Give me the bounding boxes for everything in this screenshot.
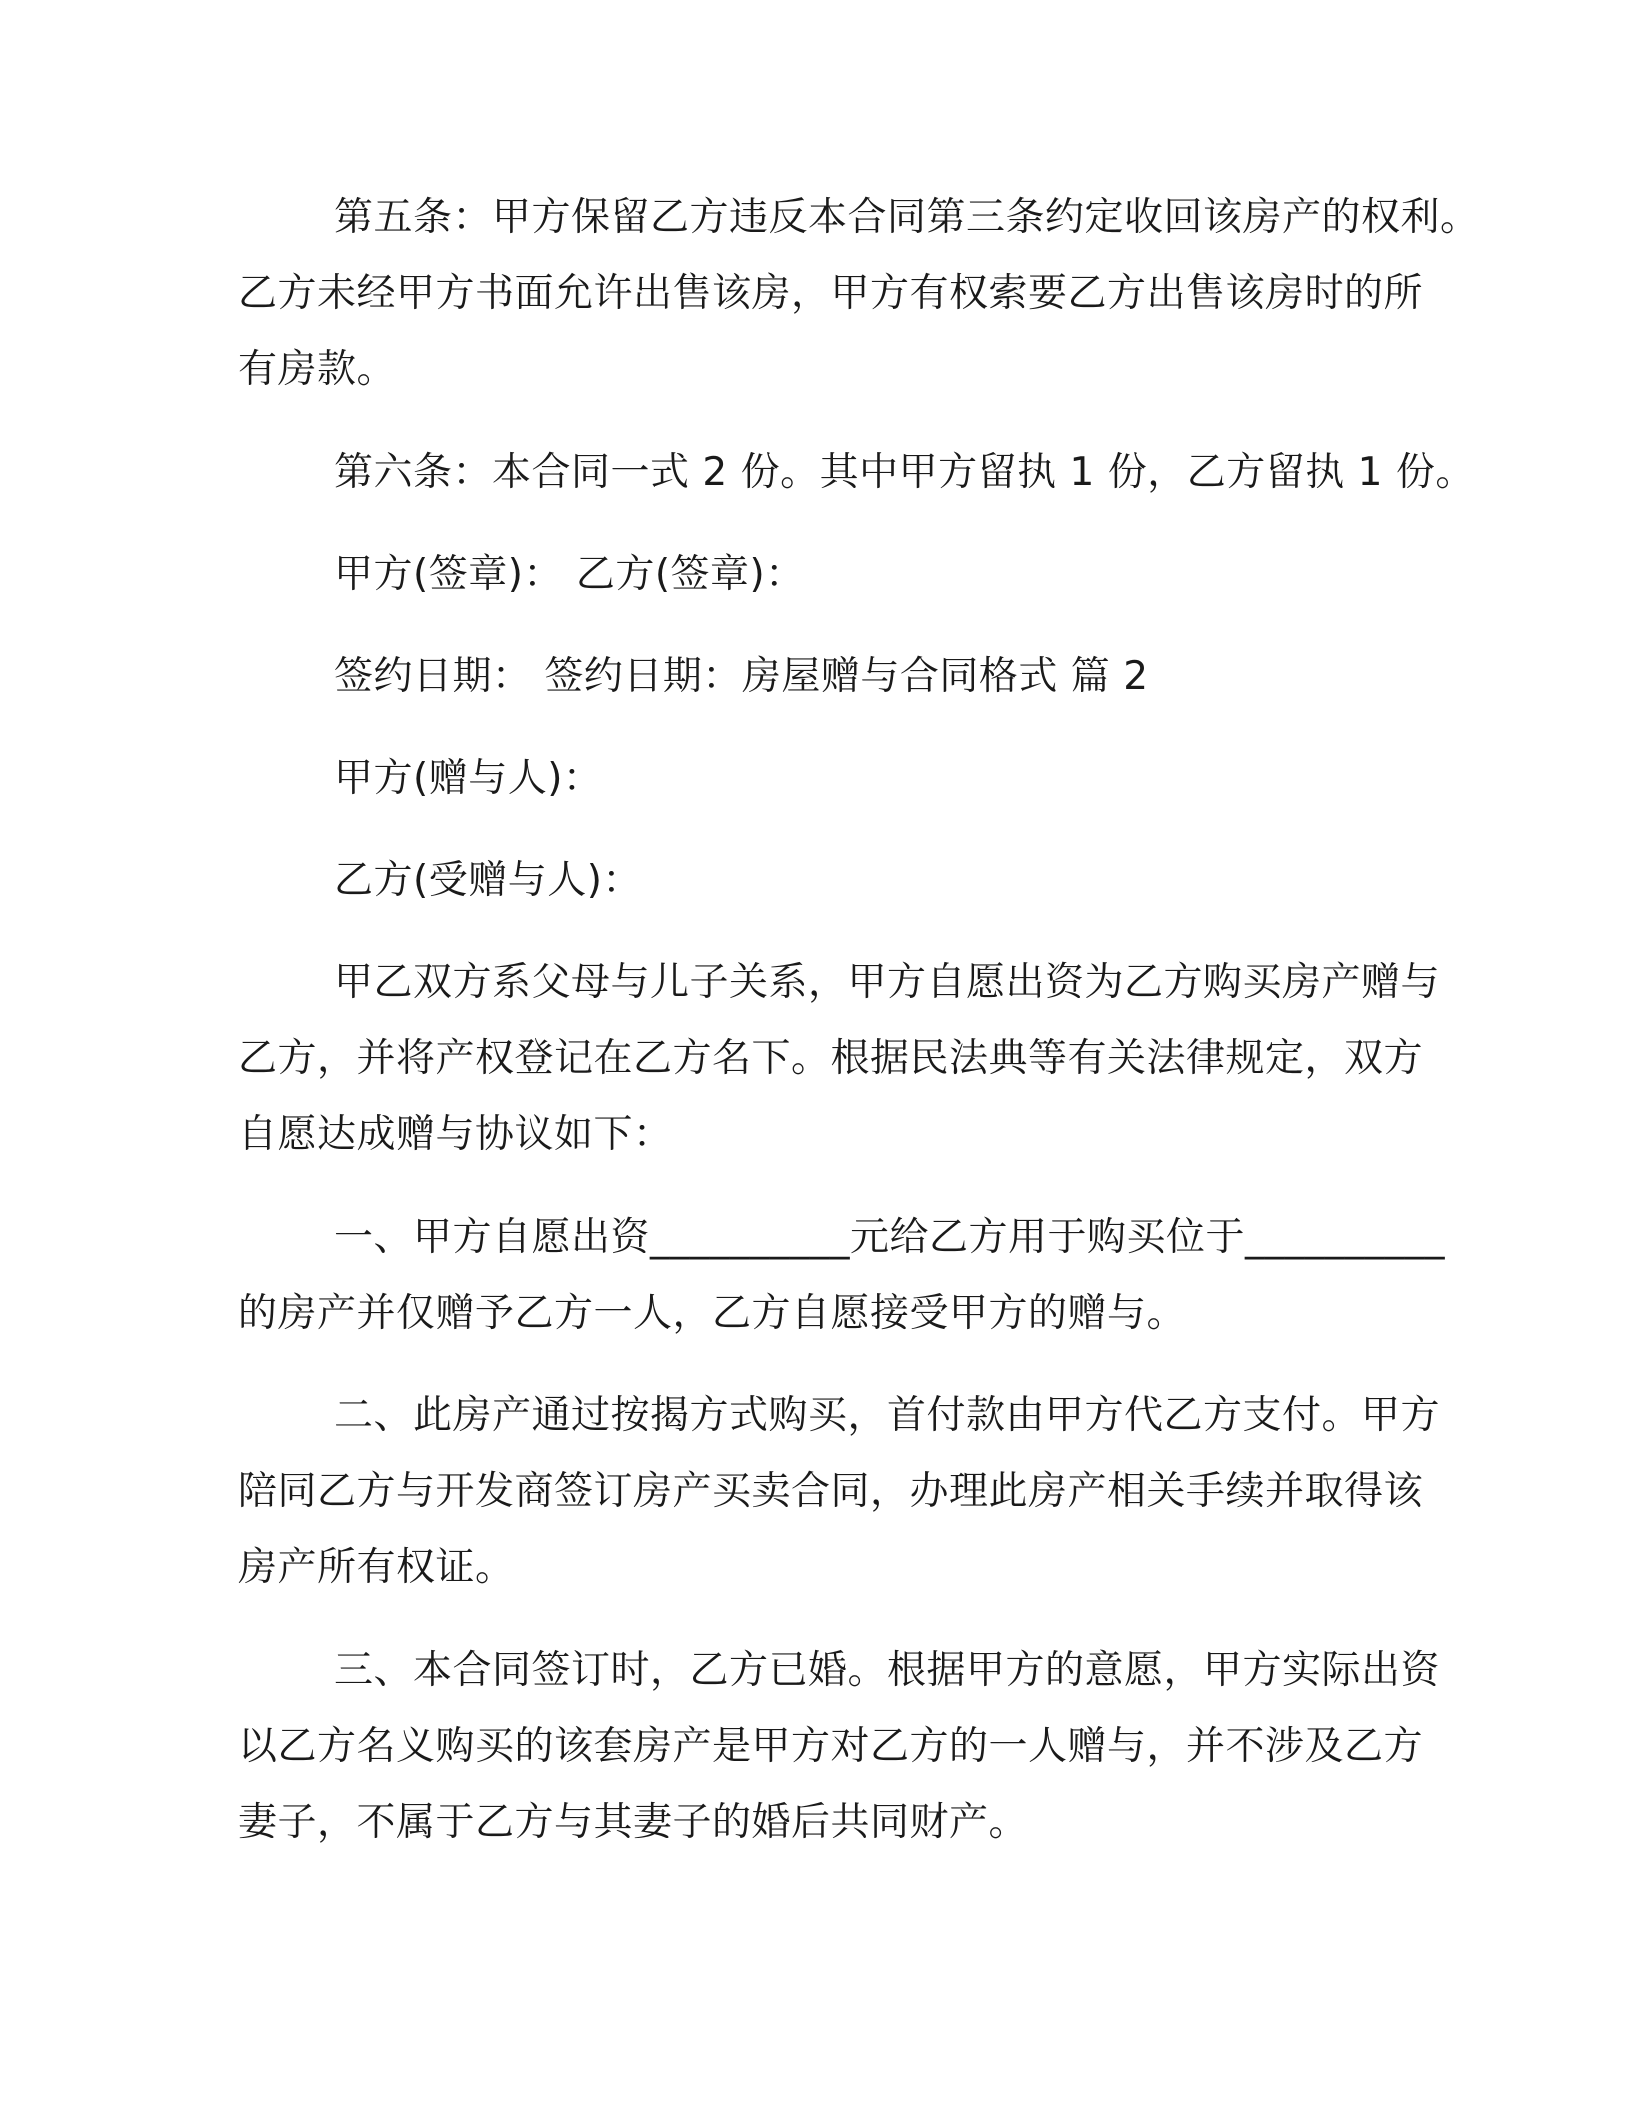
- donor-line: [238, 741, 1388, 817]
- paragraph-line: 甲方(签章)： 乙方(签章)：: [334, 552, 805, 597]
- paragraph-line: 乙方未经甲方书面允许出售该房，甲方有权索要乙方出售该房时的所: [238, 271, 1424, 316]
- paragraph-intro: [238, 945, 1441, 1173]
- paragraph-line: 甲乙双方系父母与儿子关系，甲方自愿出资为乙方购买房产赠与: [334, 960, 1441, 1005]
- paragraph-line: 三、本合同签订时，乙方已婚。根据甲方的意愿，甲方实际出资: [334, 1648, 1441, 1693]
- paragraph-line: 陪同乙方与开发商签订房产买卖合同，办理此房产相关手续并取得该: [238, 1469, 1424, 1514]
- paragraph-line: 有房款。: [238, 347, 397, 392]
- paragraph-clause-3: [238, 1633, 1441, 1861]
- paragraph-article-5: [238, 180, 1480, 408]
- paragraph-line: 妻子，不属于乙方与其妻子的婚后共同财产。: [238, 1800, 1029, 1845]
- paragraph-line: 自愿达成赠与协议如下：: [238, 1112, 673, 1157]
- paragraph-line: 乙方，并将产权登记在乙方名下。根据民法典等有关法律规定，双方: [238, 1036, 1424, 1081]
- paragraph-line: 签约日期： 签约日期：房屋赠与合同格式 篇 2: [334, 654, 1149, 699]
- paragraph-line: 的房产并仅赠予乙方一人，乙方自愿接受甲方的赠与。: [238, 1291, 1187, 1336]
- paragraph-line: 一、甲方自愿出资__________元给乙方用于购买位于__________: [334, 1215, 1446, 1260]
- paragraph-article-6: [238, 435, 1475, 511]
- paragraph-line: 甲方(赠与人)：: [334, 756, 603, 801]
- paragraph-clause-1: [238, 1200, 1446, 1352]
- paragraph-line: 第六条：本合同一式 2 份。其中甲方留执 1 份，乙方留执 1 份。: [334, 450, 1475, 495]
- paragraph-line: 房产所有权证。: [238, 1545, 515, 1590]
- donee-line: [238, 843, 1388, 919]
- paragraph-clause-2: [238, 1378, 1441, 1606]
- paragraph-line: 二、此房产通过按揭方式购买，首付款由甲方代乙方支付。甲方: [334, 1393, 1441, 1438]
- paragraph-line: 乙方(受赠与人)：: [334, 858, 642, 903]
- signature-line: [238, 537, 1388, 613]
- paragraph-line: 以乙方名义购买的该套房产是甲方对乙方的一人赠与，并不涉及乙方: [238, 1724, 1424, 1769]
- signing-date-line: [238, 639, 1388, 715]
- paragraph-line: 第五条：甲方保留乙方违反本合同第三条约定收回该房产的权利。: [334, 195, 1480, 240]
